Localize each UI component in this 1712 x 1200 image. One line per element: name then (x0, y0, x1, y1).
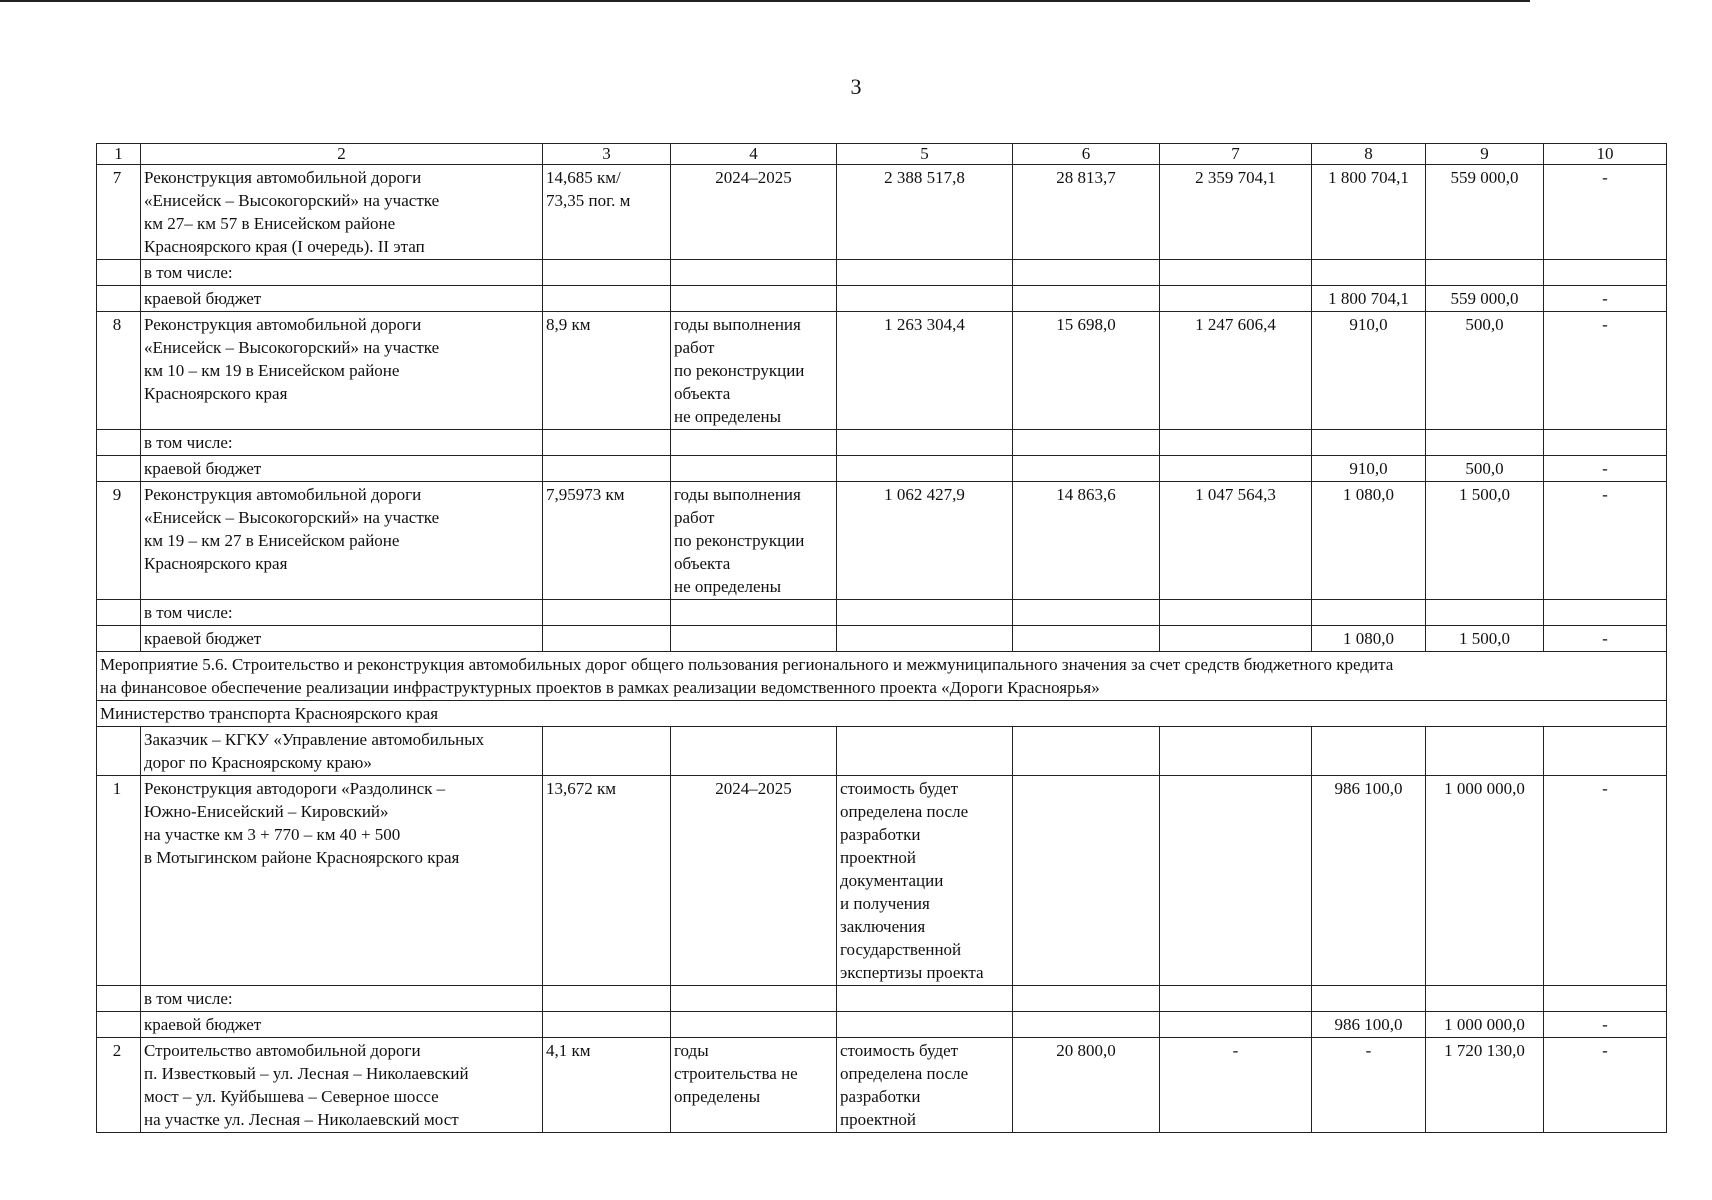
table-cell: 2024–2025 (671, 165, 837, 260)
table-cell: - (1544, 1012, 1667, 1038)
table-cell: 7,95973 км (543, 482, 671, 600)
table-cell: 15 698,0 (1013, 312, 1160, 430)
table-cell (837, 1012, 1013, 1038)
page-number: 3 (850, 74, 862, 99)
table-cell: 2024–2025 (671, 776, 837, 986)
table-cell: 1 800 704,1 (1312, 286, 1426, 312)
table-cell: годы выполнения работ по реконструкции объекта не определены (671, 482, 837, 600)
table-cell (1160, 286, 1312, 312)
table-cell: стоимость будет определена после разработки проектной документации и получения заключения государственной экспертизы проекта (837, 776, 1013, 986)
table-cell (837, 727, 1013, 776)
table-cell (1312, 430, 1426, 456)
table-cell (671, 727, 837, 776)
table-cell: краевой бюджет (141, 626, 543, 652)
table-cell (1013, 286, 1160, 312)
table-cell (671, 260, 837, 286)
column-number: 10 (1544, 144, 1667, 165)
column-number: 2 (141, 144, 543, 165)
table-cell (1160, 626, 1312, 652)
table-cell (97, 430, 141, 456)
table-subrow (97, 260, 1667, 286)
table-cell (97, 600, 141, 626)
table-cell: 1 000 000,0 (1426, 1012, 1544, 1038)
table-cell (671, 600, 837, 626)
table-cell (1426, 430, 1544, 456)
customer-row (97, 727, 1667, 776)
table-cell (837, 456, 1013, 482)
table-cell: в том числе: (141, 986, 543, 1012)
table-cell: 1 (97, 776, 141, 986)
table-cell: 1 263 304,4 (837, 312, 1013, 430)
table-cell: 2 388 517,8 (837, 165, 1013, 260)
table-cell (837, 430, 1013, 456)
table-cell: краевой бюджет (141, 456, 543, 482)
table-cell: 14 863,6 (1013, 482, 1160, 600)
table-cell (1426, 986, 1544, 1012)
table-cell: 14,685 км/ 73,35 пог. м (543, 165, 671, 260)
table-subrow (97, 286, 1667, 312)
table-cell: стоимость будет определена после разработки проектной (837, 1038, 1013, 1133)
table-cell: 8 (97, 312, 141, 430)
table-cell (1013, 626, 1160, 652)
measure-row (97, 652, 1667, 701)
table-cell (671, 626, 837, 652)
customer-title: Заказчик – КГКУ «Управление автомобильных дорог по Красноярскому краю» (141, 727, 543, 776)
table-cell (1160, 456, 1312, 482)
table-cell: - (1544, 312, 1667, 430)
table-cell (543, 600, 671, 626)
table-cell (1013, 727, 1160, 776)
table-cell: 20 800,0 (1013, 1038, 1160, 1133)
table-cell (1160, 986, 1312, 1012)
table-cell (837, 626, 1013, 652)
table-cell (1544, 600, 1667, 626)
table-cell: 910,0 (1312, 456, 1426, 482)
table-cell (1544, 986, 1667, 1012)
table-cell: 559 000,0 (1426, 286, 1544, 312)
table-cell: 1 800 704,1 (1312, 165, 1426, 260)
table-cell (671, 430, 837, 456)
table-cell (671, 1012, 837, 1038)
column-number: 1 (97, 144, 141, 165)
table-cell (1312, 986, 1426, 1012)
table-cell (1160, 600, 1312, 626)
table-cell: 1 247 606,4 (1160, 312, 1312, 430)
table-cell (1160, 1012, 1312, 1038)
table-cell: - (1544, 626, 1667, 652)
table-cell: 4,1 км (543, 1038, 671, 1133)
table-cell: 500,0 (1426, 312, 1544, 430)
table-row (97, 1038, 1667, 1133)
column-number: 9 (1426, 144, 1544, 165)
table-cell (543, 986, 671, 1012)
table-cell: Реконструкция автодороги «Раздолинск – Южно-Енисейский – Кировский» на участке км 3 + 770 – км 40 + 500 в Мотыгинском районе Красноярского края (141, 776, 543, 986)
table-cell (543, 626, 671, 652)
table-cell: - (1544, 286, 1667, 312)
table-cell: 1 500,0 (1426, 482, 1544, 600)
table-cell: 500,0 (1426, 456, 1544, 482)
table-cell: 1 000 000,0 (1426, 776, 1544, 986)
table-cell (97, 626, 141, 652)
table-cell (543, 1012, 671, 1038)
column-number: 6 (1013, 144, 1160, 165)
table-cell: годы строительства не определены (671, 1038, 837, 1133)
table-cell: 1 047 564,3 (1160, 482, 1312, 600)
table-cell (837, 986, 1013, 1012)
table-cell: Строительство автомобильной дороги п. Известковый – ул. Лесная – Николаевский мост – ул. Куйбышева – Северное шоссе на участке ул. Лесная – Николаевский мост (141, 1038, 543, 1133)
table-cell (837, 260, 1013, 286)
column-number: 4 (671, 144, 837, 165)
table-cell (543, 430, 671, 456)
table-cell (97, 1012, 141, 1038)
table-cell (671, 286, 837, 312)
table-cell (837, 286, 1013, 312)
table-subrow (97, 986, 1667, 1012)
table-cell (1013, 600, 1160, 626)
table-cell (1160, 260, 1312, 286)
table-subrow (97, 626, 1667, 652)
table-cell: в том числе: (141, 430, 543, 456)
table-cell (97, 986, 141, 1012)
table-cell (543, 727, 671, 776)
table-cell (1160, 430, 1312, 456)
column-number: 3 (543, 144, 671, 165)
table-cell: 9 (97, 482, 141, 600)
table-cell: 1 062 427,9 (837, 482, 1013, 600)
table-cell (1160, 776, 1312, 986)
table-cell: - (1544, 776, 1667, 986)
ministry-title: Министерство транспорта Красноярского края (97, 701, 1667, 727)
table-row (97, 165, 1667, 260)
table-cell: годы выполнения работ по реконструкции объекта не определены (671, 312, 837, 430)
table-cell: 7 (97, 165, 141, 260)
measure-title: Мероприятие 5.6. Строительство и реконструкция автомобильных дорог общего пользования регионального и межмуниципального значения за счет средств бюджетного кредита на финансовое обеспечение реализации инфраструктурных проектов в рамках реализации ведомственного проекта «Дороги Красноярья» (97, 652, 1667, 701)
table-cell (1013, 776, 1160, 986)
table-cell: 8,9 км (543, 312, 671, 430)
table-cell: 559 000,0 (1426, 165, 1544, 260)
table-row (97, 776, 1667, 986)
column-number: 7 (1160, 144, 1312, 165)
table-cell: 2 359 704,1 (1160, 165, 1312, 260)
column-number: 5 (837, 144, 1013, 165)
column-number: 8 (1312, 144, 1426, 165)
table-cell (1013, 986, 1160, 1012)
table-cell: - (1544, 165, 1667, 260)
table-cell: 28 813,7 (1013, 165, 1160, 260)
table-cell: - (1544, 1038, 1667, 1133)
ministry-row (97, 701, 1667, 727)
table-cell: Реконструкция автомобильной дороги «Енисейск – Высокогорский» на участке км 19 – км 27 в Енисейском районе Красноярского края (141, 482, 543, 600)
table-cell: 910,0 (1312, 312, 1426, 430)
table-cell (97, 456, 141, 482)
table-cell: - (1160, 1038, 1312, 1133)
table-cell: краевой бюджет (141, 1012, 543, 1038)
table-cell: - (1544, 456, 1667, 482)
program-table (96, 143, 1667, 1133)
table-subrow (97, 430, 1667, 456)
table-cell (543, 286, 671, 312)
table-cell: Реконструкция автомобильной дороги «Енисейск – Высокогорский» на участке км 27– км 57 в Енисейском районе Красноярского края (I очередь). II этап (141, 165, 543, 260)
table-row (97, 312, 1667, 430)
table-subrow (97, 600, 1667, 626)
table-cell: в том числе: (141, 260, 543, 286)
table-cell (543, 260, 671, 286)
table-cell (1312, 727, 1426, 776)
table-cell: 986 100,0 (1312, 1012, 1426, 1038)
table-cell: 1 720 130,0 (1426, 1038, 1544, 1133)
table-cell (1544, 260, 1667, 286)
table-cell: 1 080,0 (1312, 626, 1426, 652)
table-cell (543, 456, 671, 482)
table-cell: - (1544, 482, 1667, 600)
table-cell (1426, 727, 1544, 776)
table-cell (1312, 600, 1426, 626)
table-subrow (97, 1012, 1667, 1038)
table-cell (1426, 600, 1544, 626)
table-cell (1013, 430, 1160, 456)
column-number-row (97, 144, 1667, 165)
table-cell: 13,672 км (543, 776, 671, 986)
table-cell: 2 (97, 1038, 141, 1133)
table-cell: в том числе: (141, 600, 543, 626)
table-cell: краевой бюджет (141, 286, 543, 312)
table-cell (1544, 430, 1667, 456)
table-cell (1013, 260, 1160, 286)
table-cell (1312, 260, 1426, 286)
table-cell (1544, 727, 1667, 776)
table-cell: - (1312, 1038, 1426, 1133)
table-cell (97, 727, 141, 776)
table-cell: 1 080,0 (1312, 482, 1426, 600)
table-cell: 986 100,0 (1312, 776, 1426, 986)
table-cell (97, 286, 141, 312)
table-cell (1426, 260, 1544, 286)
table-cell (837, 600, 1013, 626)
table-cell (1013, 456, 1160, 482)
table-subrow (97, 456, 1667, 482)
table-cell (1160, 727, 1312, 776)
table-row (97, 482, 1667, 600)
table-cell (1013, 1012, 1160, 1038)
table-cell (97, 260, 141, 286)
table-cell (671, 456, 837, 482)
top-rule (0, 0, 1530, 2)
table-cell: 1 500,0 (1426, 626, 1544, 652)
table-cell (671, 986, 837, 1012)
table-cell: Реконструкция автомобильной дороги «Енисейск – Высокогорский» на участке км 10 – км 19 в Енисейском районе Красноярского края (141, 312, 543, 430)
